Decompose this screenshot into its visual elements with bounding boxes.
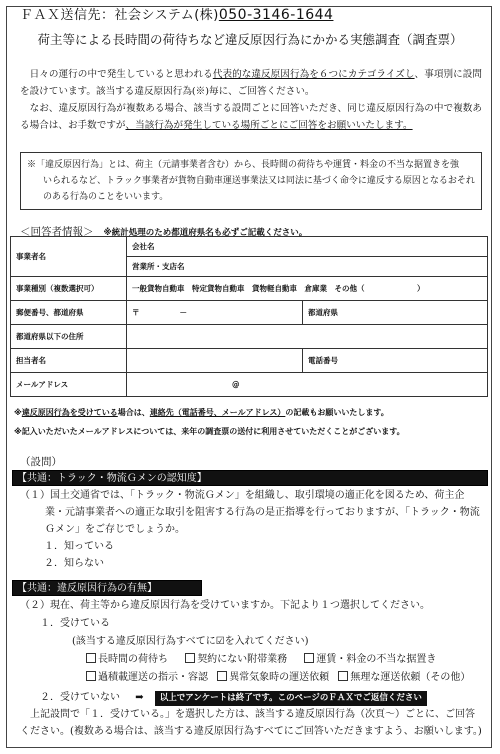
prefecture-field[interactable]: 都道府県 [303, 301, 488, 325]
page-title: 荷主等による長時間の荷待ちなど違反原因行為にかかる実態調査（調査票） [37, 32, 463, 47]
closing-text [20, 706, 482, 740]
checkbox-row-2 [20, 669, 482, 687]
company-name-field[interactable]: 会社名 [127, 237, 488, 257]
intro-text [20, 66, 482, 134]
fax-header [20, 4, 333, 23]
question-2-text: （２）現在、荷主等から違反原因行為を受けていますか。下記より１つ選択してください。 [20, 600, 430, 611]
q1-option-2[interactable]: ２．知らない [44, 558, 104, 569]
intro-p1-c: 、事項別に設問を設けています。該当する違反原因行為(※)毎に、ご回答ください。 [20, 69, 482, 97]
question-1 [20, 487, 482, 572]
checkbox-icon [86, 671, 96, 681]
checkbox-icon [338, 671, 348, 681]
checkbox-extra-work[interactable] [185, 654, 287, 665]
note-body: いられるなど、トラック事業者が貨物自動車運送事業法又は同法に基づく命令に違反する原因となるおそれのある行為のことをいいます。 [43, 176, 475, 202]
checkbox-fare-freeze-label: 運賃・料金の不当な据置き [316, 654, 437, 665]
checkbox-icon [217, 671, 227, 681]
respondent-note-a: ※統計処理のため [103, 228, 172, 238]
intro-p1-b: 代表的な違反原因行為を６つにカテゴライズし [212, 69, 415, 80]
checkbox-unreasonable[interactable] [338, 672, 470, 683]
q2-option-2[interactable]: ２．受けていない [40, 692, 120, 703]
note-head: ※「違反原因行為」とは、荷主（元請事業者含む）から、長時間の荷待ちや運賃・料金の不当な据置きを強 [27, 160, 460, 170]
section2-bar: 【共通：違反原因行為の有無】 [12, 580, 202, 596]
checkbox-extra-work-label: 契約にない附帯業務 [197, 654, 288, 665]
business-name-label: 事業者名 [11, 237, 127, 277]
intro-p1-a: 日々の運行の中で発生していると思われる [29, 69, 213, 80]
person-label: 担当者名 [11, 349, 127, 373]
email-field[interactable] [127, 373, 488, 397]
respondent-table [10, 236, 488, 397]
respondent-title: ＜回答者情報＞ [20, 226, 94, 238]
q1-option-1[interactable]: １．知っている [44, 541, 114, 552]
checkbox-overload-label: 過積載運送の指示・容認 [98, 672, 208, 683]
remark-2: ※記入いただいたメールアドレスについては、来年の調査票の送付に利用させていただくことがございます。 [14, 427, 405, 436]
end-notice: 以上でアンケートは終了です。このページのＦＡＸでご返信ください [155, 691, 427, 706]
question-1-text: （１）国土交通省では、「トラック・物流Ｇメン」を組織し、取引環境の適正化を図るため、荷主企業・元請事業者への適正な取引を阻害する行為の是正指導を行っておりますが、「トラック・物流Ｇメン」をご存じでしょうか。 [20, 490, 480, 535]
address-field[interactable] [127, 325, 488, 349]
checkbox-row-1 [20, 651, 482, 669]
email-label: メールアドレス [11, 373, 127, 397]
fax-label: ＦＡＸ送信先：社会システム(株) [20, 8, 219, 23]
remark-1-a: ※ [14, 408, 22, 417]
remark-1-e: の記載もお願いいたします。 [285, 408, 389, 417]
q2-option-1[interactable]: １．受けている [40, 618, 110, 629]
checkbox-icon [185, 653, 195, 663]
fax-number: 050-3146-1644 [218, 7, 334, 23]
postal-mark: 〒 [132, 308, 140, 317]
checkbox-overload[interactable] [86, 672, 208, 683]
q2-instruction: (該当する違反原因行為すべてに☑を入れてください) [72, 636, 309, 647]
checkbox-weather[interactable] [217, 672, 329, 683]
checkbox-icon [86, 653, 96, 663]
checkbox-icon [304, 653, 314, 663]
respondent-note-b: 都道府県名も必ず [171, 228, 240, 238]
person-field[interactable] [127, 349, 303, 373]
remark-1-b: 違反原因行為を受けている [21, 408, 118, 417]
business-type-field[interactable]: 一般貨物自動車 特定貨物自動車 貨物軽自動車 倉庫業 その他（ ） [127, 277, 488, 301]
business-type-label: 事業種別（複数選択可） [11, 277, 127, 301]
email-at: @ [232, 380, 240, 389]
respondent-note-c: ご記載ください。 [239, 228, 308, 238]
setsumon-heading: （設問） [20, 456, 62, 468]
postal-dash: － [179, 308, 187, 317]
checkbox-long-wait-label: 長時間の荷待ち [98, 654, 168, 665]
arrow-icon: ➡ [135, 692, 144, 703]
definition-note [20, 152, 482, 210]
checkbox-unreasonable-label: 無理な運送依頼（その他） [350, 672, 471, 683]
postal-label: 郵便番号、都道府県 [11, 301, 127, 325]
intro-p2-a: なお、違反原因行為が複数ある場合、該当する設問ごとに回答いただき、同じ違反原因行為の中で複数ある場合は、お手数ですが [20, 103, 482, 131]
office-name-field[interactable]: 営業所・支店名 [127, 257, 488, 277]
phone-field[interactable]: 電話番号 [303, 349, 488, 373]
checkbox-weather-label: 異常気象時の運送依頼 [229, 672, 330, 683]
checkbox-long-wait[interactable] [86, 654, 168, 665]
remark-1-c: 場合は、 [117, 408, 150, 417]
address-label: 都道府県以下の住所 [11, 325, 127, 349]
checkbox-fare-freeze[interactable] [304, 654, 436, 665]
remark-1 [14, 407, 389, 418]
question-2 [20, 597, 482, 707]
postal-field[interactable] [127, 301, 303, 325]
q2-option-2-row [20, 689, 482, 707]
closing-paragraph: 上記設問で「１．受けている。」を選択した方は、該当する違反原因行為（次頁～）ごとに、ご回答ください。(複数ある場合は、該当する違反原因行為すべてにご回答いただきますよう、お願いします。) [20, 709, 482, 737]
remark-1-d: 連絡先（電話番号、メールアドレス） [149, 408, 286, 417]
intro-p2-b: 、当該行為が発生している場所ごとにご回答をお願いいたします。 [125, 120, 413, 131]
section1-bar: 【共通：トラック・物流Ｇメンの認知度】 [12, 470, 488, 486]
